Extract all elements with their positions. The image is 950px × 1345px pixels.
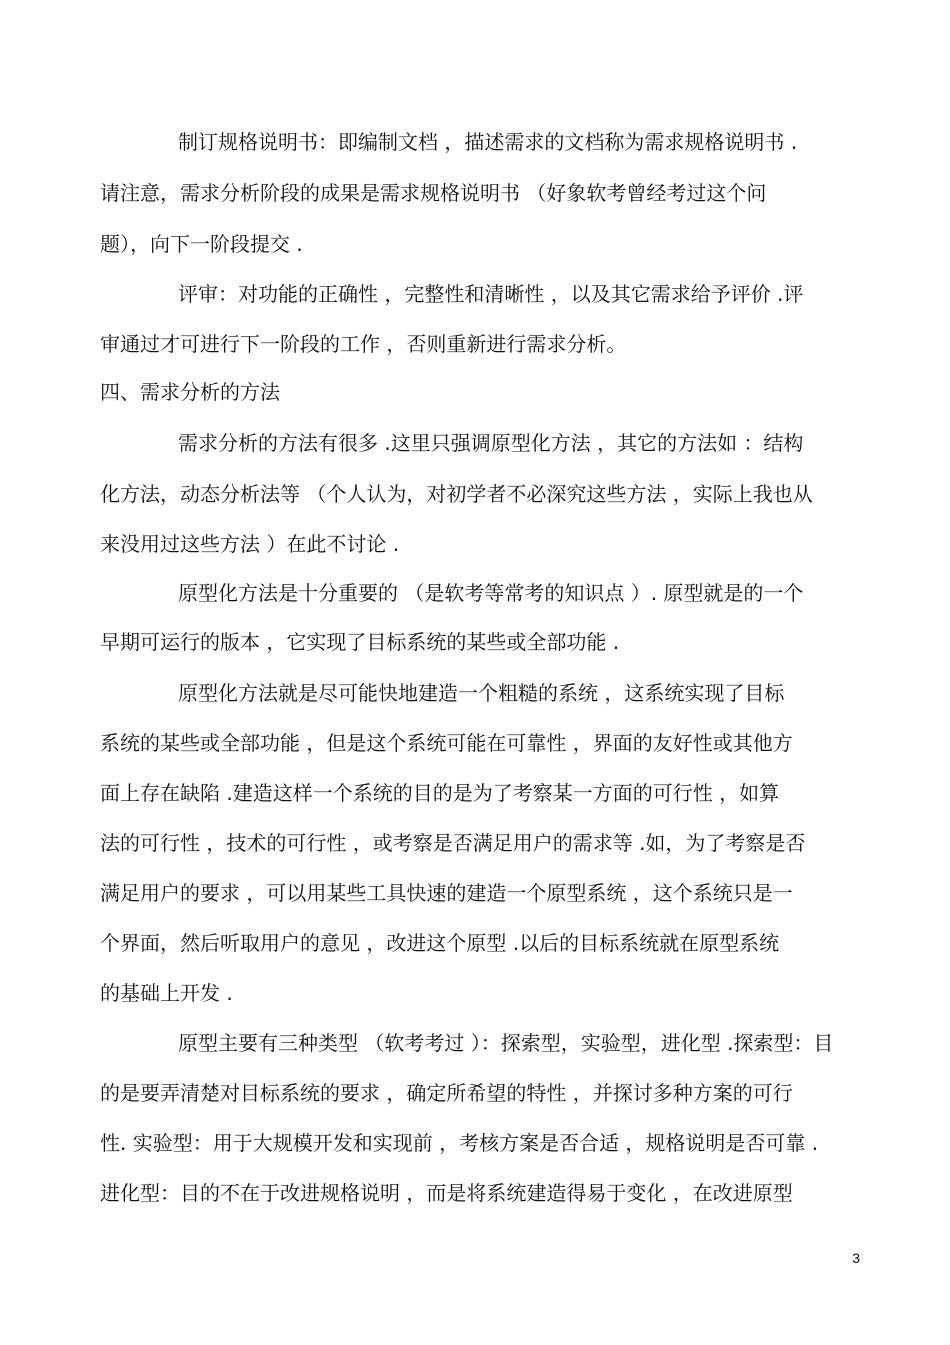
section-heading: 四、需求分析的方法: [100, 380, 280, 404]
paragraph-line: 请注意，需求分析阶段的成果是需求规格说明书 （好象软考曾经考过这个问: [100, 181, 767, 205]
paragraph-line: 满足用户的要求 ，可以用某些工具快速的建造一个原型系统 ，这个系统只是一: [100, 881, 793, 905]
paragraph-line: 系统的某些或全部功能 ，但是这个系统可能在可靠性 ，界面的友好性或其他方: [100, 731, 793, 755]
paragraph-line: 原型化方法就是尽可能快地建造一个粗糙的系统 ，这系统实现了目标: [178, 681, 785, 705]
paragraph-line: 来没用过这些方法 ）在此不讨论 .: [100, 532, 400, 556]
paragraph-line: 化方法，动态分析法等 （个人认为，对初学者不必深究这些方法 ，实际上我也从: [100, 482, 813, 506]
paragraph-line: 题），向下一阶段提交 .: [100, 232, 303, 256]
paragraph-line: 性. 实验型：用于大规模开发和实现前 ，考核方案是否合适 ，规格说明是否可靠 .: [100, 1131, 819, 1155]
paragraph-line: 法的可行性 ，技术的可行性 ，或考察是否满足用户的需求等 .如，为了考察是否: [100, 831, 806, 855]
paragraph-line: 个界面，然后听取用户的意见 ，改进这个原型 .以后的目标系统就在原型系统: [100, 931, 780, 955]
page-number: 3: [852, 1250, 860, 1266]
paragraph-line: 进化型：目的不在于改进规格说明 ，而是将系统建造得易于变化 ，在改进原型: [100, 1181, 793, 1205]
paragraph-line: 原型化方法是十分重要的 （是软考等常考的知识点 ）. 原型就是的一个: [178, 581, 804, 605]
paragraph-line: 原型主要有三种类型 （软考考过 ）：探索型，实验型，进化型 .探索型：目: [178, 1031, 834, 1055]
paragraph-line: 评审：对功能的正确性 ，完整性和清晰性 ，以及其它需求给予评价 .评: [178, 282, 804, 306]
paragraph-line: 需求分析的方法有很多 .这里只强调原型化方法 ，其它的方法如 ：结构: [178, 431, 804, 455]
paragraph-line: 制订规格说明书：即编制文档 ，描述需求的文档称为需求规格说明书 .: [178, 130, 798, 154]
paragraph-line: 的基础上开发 .: [100, 981, 233, 1005]
paragraph-line: 面上存在缺陷 .建造这样一个系统的目的是为了考察某一方面的可行性 ，如算: [100, 781, 780, 805]
paragraph-line: 审通过才可进行下一阶段的工作 ，否则重新进行需求分析。: [100, 332, 627, 356]
paragraph-line: 早期可运行的版本 ，它实现了目标系统的某些或全部功能 .: [100, 630, 620, 654]
paragraph-line: 的是要弄清楚对目标系统的要求 ，确定所希望的特性 ，并探讨多种方案的可行: [100, 1081, 793, 1105]
